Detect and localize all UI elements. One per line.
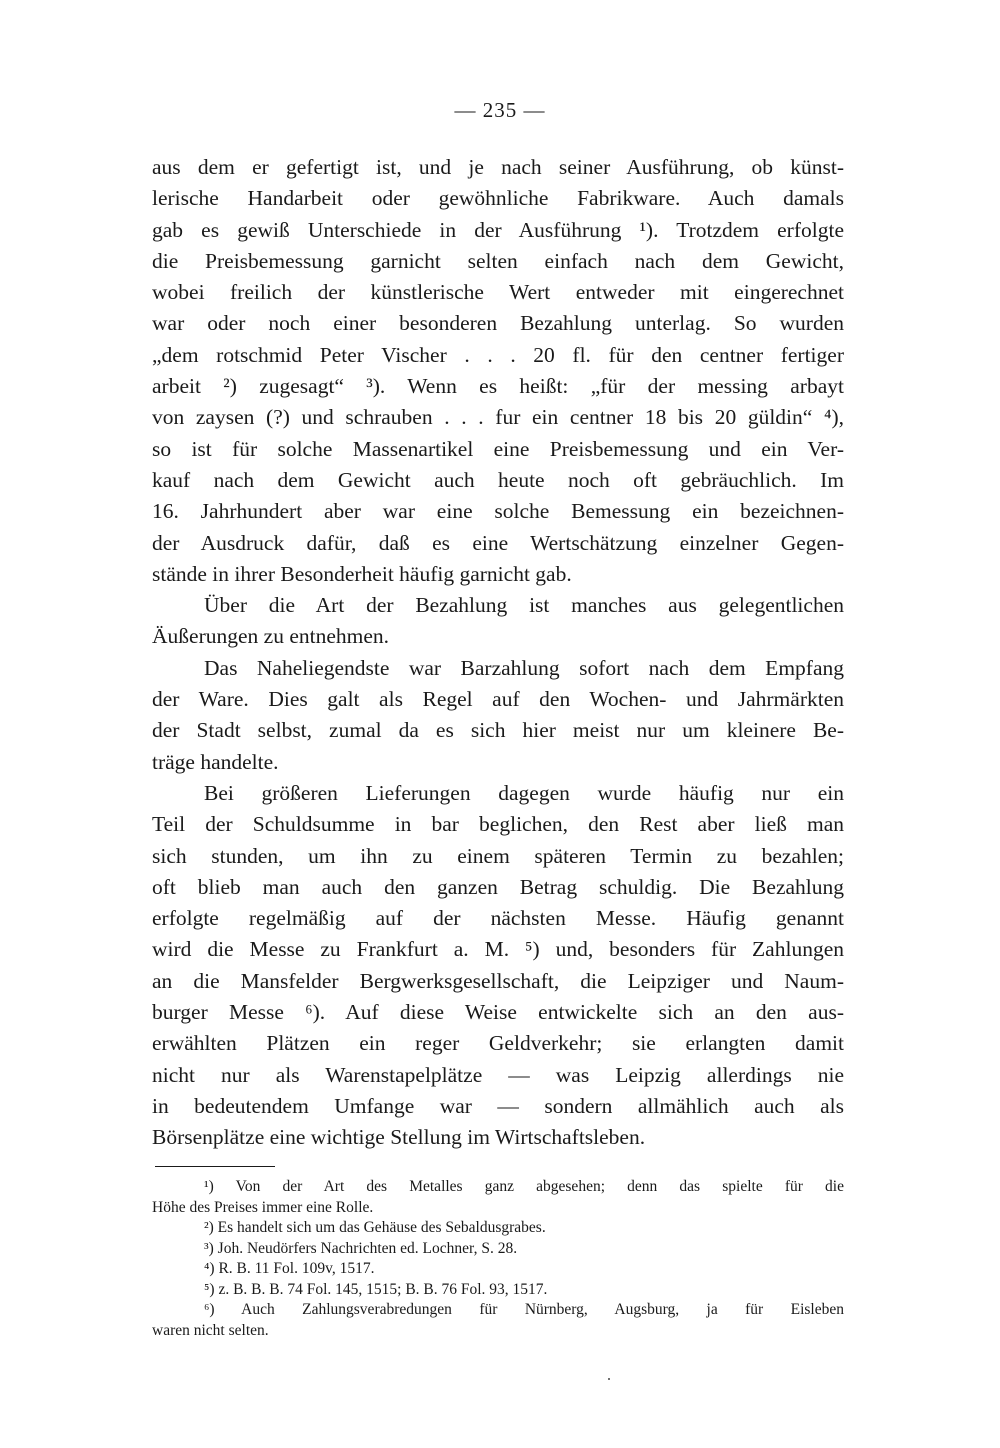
text-line: an die Mansfelder Bergwerksgesellschaft, die Leipziger und Naum-: [152, 968, 844, 993]
text-line: die Preisbemessung garnicht selten einfach nach dem Gewicht,: [152, 248, 844, 273]
text-line: Das Naheliegendste war Barzahlung sofort nach dem Empfang: [204, 655, 844, 680]
text-line: nicht nur als Warenstapelplätze — was Leipzig allerdings nie: [152, 1062, 844, 1087]
text-line: 16. Jahrhundert aber war eine solche Bemessung ein bezeichnen-: [152, 499, 844, 524]
text-line: „dem rotschmid Peter Vischer . . . 20 fl. für den centner fertiger: [152, 342, 844, 367]
text-line: kauf nach dem Gewicht auch heute noch oft gebräuchlich. Im: [152, 467, 844, 492]
footnote-line: ¹) Von der Art des Metalles ganz abgesehen; denn das spielte für die: [204, 1178, 844, 1195]
footnote-line: ²) Es handelt sich um das Gehäuse des Sebaldusgrabes.: [204, 1219, 546, 1236]
text-line: stände in ihrer Besonderheit häufig garnicht gab.: [152, 561, 572, 586]
text-line: der Ware. Dies galt als Regel auf den Wochen- und Jahrmärkten: [152, 687, 844, 712]
footnote-line: ⁵) z. B. B. B. 74 Fol. 145, 1515; B. B. 76 Fol. 93, 1517.: [204, 1280, 548, 1298]
page-number: — 235 —: [454, 98, 546, 122]
text-line: aus dem er gefertigt ist, und je nach seiner Ausführung, ob künst-: [152, 155, 844, 179]
text-line: Äußerungen zu entnehmen.: [152, 624, 390, 649]
text-line: erwählten Plätzen ein reger Geldverkehr; sie erlangten damit: [152, 1031, 844, 1056]
text-line: burger Messe ⁶). Auf diese Weise entwickelte sich an den aus-: [152, 1000, 844, 1025]
text-line: in bedeutendem Umfange war — sondern allmählich auch als: [152, 1093, 844, 1118]
footnote-separator: [155, 1166, 275, 1167]
text-line: wird die Messe zu Frankfurt a. M. ⁵) und, besonders für Zahlungen: [152, 937, 844, 962]
footnote-line: ⁴) R. B. 11 Fol. 109v, 1517.: [204, 1260, 375, 1277]
text-line: von zaysen (?) und schrauben . . . fur ein centner 18 bis 20 güldin“ ⁴),: [152, 405, 844, 430]
text-line: Teil der Schuldsumme in bar beglichen, den Rest aber ließ man: [152, 812, 844, 837]
footnote-line: ³) Joh. Neudörfers Nachrichten ed. Lochner, S. 28.: [204, 1239, 518, 1257]
text-line: gab es gewiß Unterschiede in der Ausführung ¹). Trotzdem erfolgte: [152, 217, 844, 242]
text-line: so ist für solche Massenartikel eine Preisbemessung und ein Ver-: [152, 436, 844, 461]
footnotes: [152, 1177, 844, 1341]
text-line: oft blieb man auch den ganzen Betrag schuldig. Die Bezahlung: [152, 874, 844, 899]
text-line: lerische Handarbeit oder gewöhnliche Fabrikware. Auch damals: [152, 186, 844, 211]
text-line: arbeit ²) zugesagt“ ³). Wenn es heißt: „für der messing arbayt: [152, 374, 844, 399]
print-speck: [608, 1378, 610, 1380]
main-text: [152, 152, 844, 1154]
text-line: träge handelte.: [152, 749, 279, 774]
footnote-line: waren nicht selten.: [152, 1321, 269, 1339]
text-line: erfolgte regelmäßig auf der nächsten Messe. Häufig genannt: [152, 906, 844, 931]
footnote-line: Höhe des Preises immer eine Rolle.: [152, 1198, 374, 1216]
text-line: der Stadt selbst, zumal da es sich hier meist nur um kleinere Be-: [152, 718, 844, 743]
text-line: war oder noch einer besonderen Bezahlung unterlag. So wurden: [152, 311, 844, 336]
text-line: Über die Art der Bezahlung ist manches aus gelegentlichen: [204, 593, 844, 618]
footnote-line: ⁶) Auch Zahlungsverabredungen für Nürnberg, Augsburg, ja für Eisleben: [204, 1301, 844, 1318]
text-line: der Ausdruck dafür, daß es eine Wertschätzung einzelner Gegen-: [152, 530, 844, 555]
text-line: Bei größeren Lieferungen dagegen wurde häufig nur ein: [204, 780, 844, 805]
text-line: sich stunden, um ihn zu einem späteren Termin zu bezahlen;: [152, 843, 844, 868]
text-line: wobei freilich der künstlerische Wert entweder mit eingerechnet: [152, 280, 844, 305]
text-line: Börsenplätze eine wichtige Stellung im Wirtschaftsleben.: [152, 1125, 646, 1150]
